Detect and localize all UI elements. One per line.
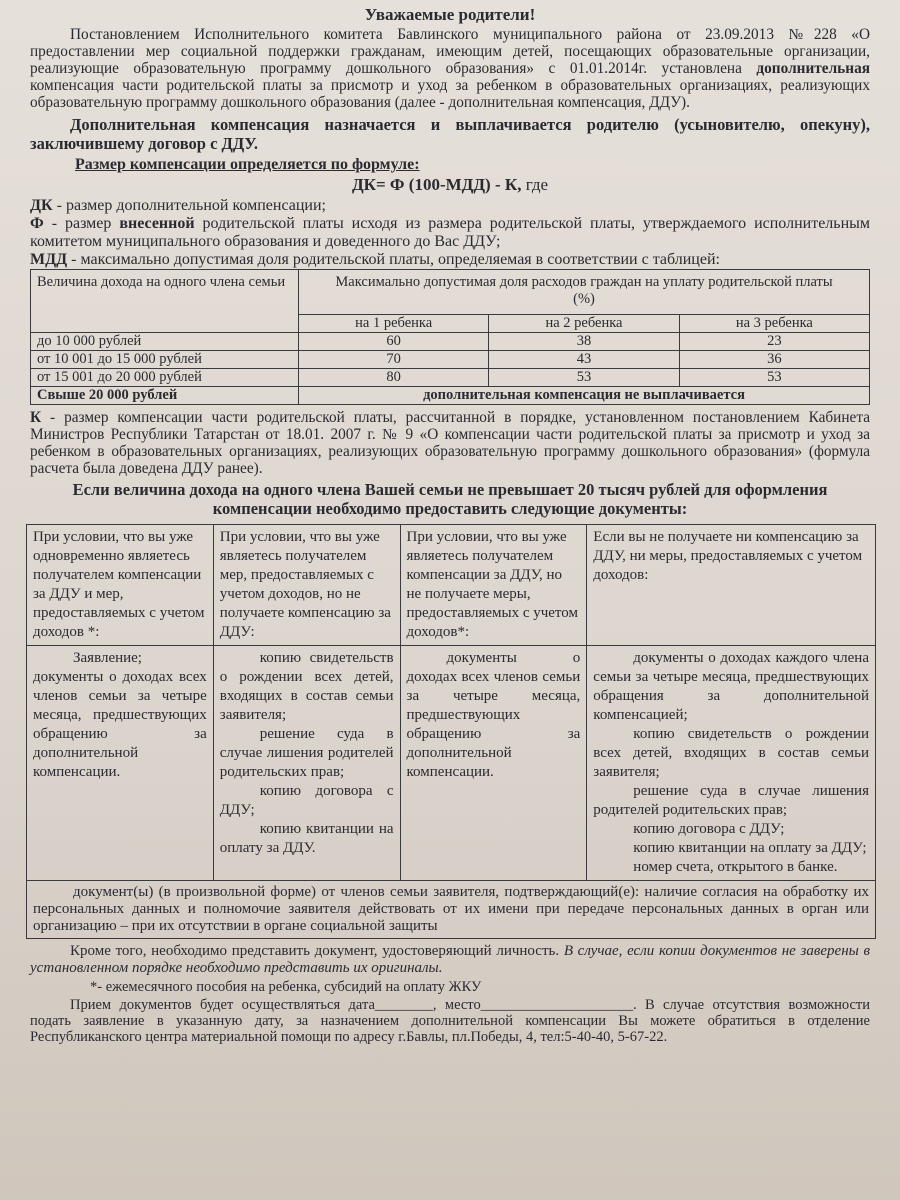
mdd-value-cell: 60 (299, 333, 489, 351)
documents-intro: Если величина дохода на одного члена Вашей семьи не превышает 20 тысяч рублей для оформления компенсации необходимо предоставить следующие документы: (72, 480, 828, 518)
mdd-header-group: Максимально допустимая доля расходов граждан на уплату родительской платы (%) (299, 270, 870, 315)
intro-text-tail: компенсация части родительской платы за присмотр и уход за ребенком в образовательных организациях, реализующих образовательную программу дошкольного образования (далее - дополнительная компенсация, ДДУ). (30, 77, 870, 111)
definition-f (30, 215, 870, 251)
mdd-value-cell: 80 (299, 369, 489, 387)
documents-footer-row (27, 881, 876, 939)
page-title: Уважаемые родители! (364, 5, 536, 24)
mdd-subheader: на 1 ребенка (299, 315, 489, 333)
list-item: документы о доходах каждого члена семьи за четыре месяца, предшествующих обращения за дополнительной компенсацией; (593, 650, 869, 723)
table-row (31, 351, 870, 369)
list-item: решение суда в случае лишения родителей родительских прав; (219, 726, 394, 780)
mdd-value-cell: 23 (679, 333, 869, 351)
definition-k-text: - размер компенсации части родительской платы, рассчитанной в порядке, установленном постановлением Кабинета Министров Республики Татарстан от 18.01. 2007 г. № 9 «О компенсации части родительской платы за присмотр и уход за ребенком в образовательных организациях, реализующих образовательную программу дошкольного образования» (формула расчета была доведена ДДУ ранее). (30, 409, 871, 477)
documents-col-2 (213, 646, 400, 881)
definition-dk-text: - размер дополнительной компенсации; (56, 197, 326, 214)
list-item: Заявление; документы о доходах всех членов семьи за четыре месяца, предшествующих обращению за дополнительной компенсации. (33, 650, 207, 780)
definition-f-text-a: - размер (51, 215, 112, 232)
mdd-no-compensation-cell: дополнительная компенсация не выплачивается (299, 387, 870, 405)
list-item: копию квитанции на оплату за ДДУ. (219, 821, 394, 856)
documents-header-cell: Если вы не получаете ни компенсацию за ДДУ, ни меры, предоставляемых с учетом доходов: (587, 525, 876, 646)
documents-body-row (27, 646, 876, 881)
term-dk: ДК (30, 197, 53, 214)
term-f: Ф (30, 215, 44, 232)
definition-k (30, 409, 870, 477)
table-row (31, 387, 870, 405)
list-item: номер счета, открытого в банке. (633, 859, 838, 875)
list-item: копию свидетельств о рождении всех детей, входящих в состав семьи заявителя; (219, 650, 394, 723)
mdd-value-cell: 36 (679, 351, 869, 369)
term-mdd: МДД (30, 251, 68, 268)
mdd-header-income: Величина дохода на одного члена семьи (31, 270, 299, 333)
documents-header-cell: При условии, что вы уже являетесь получателем мер, предоставляемых с учетом доходов, но не получаете компенсацию за ДДУ: (213, 525, 400, 646)
table-row (31, 369, 870, 387)
reception-paragraph: Прием документов будет осуществляться дата________, место_____________________. В случае отсутствия возможности подать заявление в указанную дату, за назначением дополнительной компенсации Вы можете обратиться в отделение Республиканского центра материальной помощи по адресу г.Бавлы, пл.Победы, 4, тел:5-40-40, 5-67-22. (30, 997, 870, 1045)
documents-col-1 (27, 646, 214, 881)
mdd-table (30, 269, 870, 405)
assignment-paragraph: Дополнительная компенсация назначается и выплачивается родителю (усыновителю, опекуну), заключившему договор с ДДУ. (30, 115, 870, 153)
intro-bold-word: дополнительная (756, 60, 870, 77)
definition-mdd-text: - максимально допустимая доля родительской платы, определяемая в соответствии с таблицей: (71, 251, 720, 268)
list-item: решение суда в случае лишения родителей родительских прав; (593, 783, 869, 818)
documents-footer-cell (27, 881, 876, 939)
definition-dk (30, 197, 870, 215)
documents-header-cell: При условии, что вы уже являетесь получателем компенсации за ДДУ, но не получаете меры, предоставляемых с учетом доходов*: (400, 525, 587, 646)
formula-heading: Размер компенсации определяется по формуле: (75, 156, 420, 173)
definition-f-text-b: родительской платы исходя из размера родительской платы, утверждаемого исполнительным комитетом муниципального образования и доведенного до Вас ДДУ; (30, 215, 871, 250)
definition-f-bold: внесенной (119, 215, 195, 232)
mdd-income-cell: Свыше 20 000 рублей (31, 387, 299, 405)
mdd-value-cell: 53 (679, 369, 869, 387)
consent-text: документ(ы) (в произвольной форме) от членов семьи заявителя, подтверждающий(е): наличие согласия на обработку их персональных данных и полномочие заявителя действовать от их имени при передаче персональных данных в орган или организацию – при их отсутствии в органе социальной защиты (33, 884, 869, 934)
mdd-income-cell: от 15 001 до 20 000 рублей (31, 369, 299, 387)
formula-expression: ДК= Ф (100-МДД) - К, (351, 175, 522, 194)
mdd-subheader: на 3 ребенка (679, 315, 869, 333)
term-k: К (30, 409, 42, 426)
documents-header-cell: При условии, что вы уже одновременно являетесь получателем компенсации за ДДУ и мер, предоставляемых с учетом доходов *: (27, 525, 214, 646)
list-item: копию договора с ДДУ; (219, 783, 394, 818)
intro-text: Постановлением Исполнительного комитета Бавлинского муниципального района от 23.09.2013 №228 «О предоставлении мер социальной поддержки гражданам, имеющим детей, посещающих образовательные организации, реализующие образовательную программу дошкольного образования» с 01.01.2014г. установлена (30, 26, 870, 77)
formula-where: где (525, 175, 549, 194)
list-item: копию договора с ДДУ; (633, 821, 785, 837)
mdd-value-cell: 38 (489, 333, 679, 351)
list-item: копию квитанции на оплату за ДДУ; (633, 840, 867, 856)
list-item: копию свидетельств о рождении всех детей, входящих в состав семьи заявителя; (593, 726, 869, 780)
identity-paragraph (30, 943, 870, 977)
footnote: *- ежемесячного пособия на ребенка, субсидий на оплату ЖКУ (90, 979, 482, 995)
mdd-income-cell: от 10 001 до 15 000 рублей (31, 351, 299, 369)
table-row (31, 333, 870, 351)
intro-paragraph (30, 26, 870, 111)
definition-mdd (30, 251, 870, 269)
originals-note: В случае, если копии документов не заверены в установленном порядке необходимо представить их оригиналы. (30, 943, 871, 976)
documents-col-4 (587, 646, 876, 881)
identity-text: Кроме того, необходимо представить документ, удостоверяющий личность. (70, 943, 560, 959)
list-item: документы о доходах всех членов семьи за четыре месяца, предшествующих обращению за дополнительной компенсации. (406, 650, 581, 780)
mdd-subheader: на 2 ребенка (489, 315, 679, 333)
mdd-value-cell: 53 (489, 369, 679, 387)
documents-header-row (27, 525, 876, 646)
mdd-value-cell: 43 (489, 351, 679, 369)
documents-col-3 (400, 646, 587, 881)
documents-table (26, 524, 876, 939)
formula-line (30, 176, 870, 193)
mdd-header-row (31, 270, 870, 315)
mdd-value-cell: 70 (299, 351, 489, 369)
mdd-income-cell: до 10 000 рублей (31, 333, 299, 351)
